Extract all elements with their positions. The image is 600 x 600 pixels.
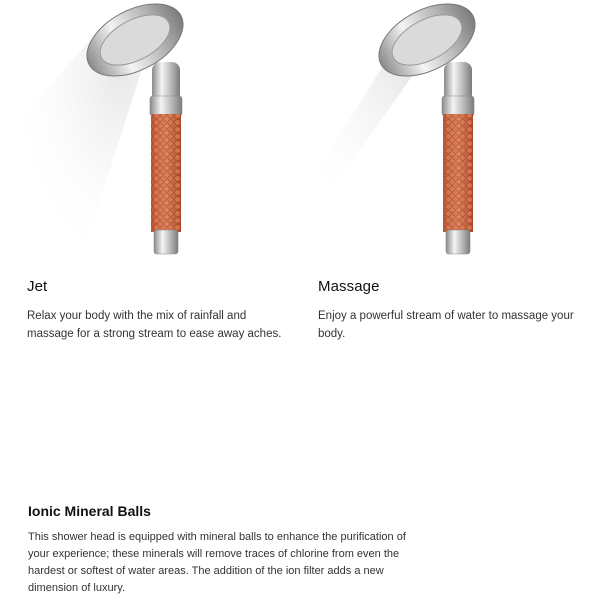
jet-title: Jet: [27, 278, 48, 295]
feature-description: This shower head is equipped with mineral balls to enhance the purification of your experience; these minerals will remove traces of chlorine from even the hardest or softest of water areas. The addition of the ion filter adds a new dimension of luxury.: [28, 531, 406, 594]
jet-caption: [27, 278, 292, 343]
mineral-balls-tube-icon: [443, 114, 473, 232]
ionic-mineral-balls-section: [28, 503, 423, 597]
mineral-balls-tube-icon: [151, 114, 181, 232]
massage-shower-head-image: [312, 0, 552, 262]
jet-description: Relax your body with the mix of rainfall and massage for a strong stream to ease away aches.: [27, 310, 282, 340]
feature-title: Ionic Mineral Balls: [28, 503, 151, 519]
massage-description: Enjoy a powerful stream of water to massage your body.: [318, 310, 574, 340]
jet-shower-head-image: [20, 0, 260, 262]
massage-title: Massage: [318, 278, 380, 295]
massage-caption: [318, 278, 588, 343]
